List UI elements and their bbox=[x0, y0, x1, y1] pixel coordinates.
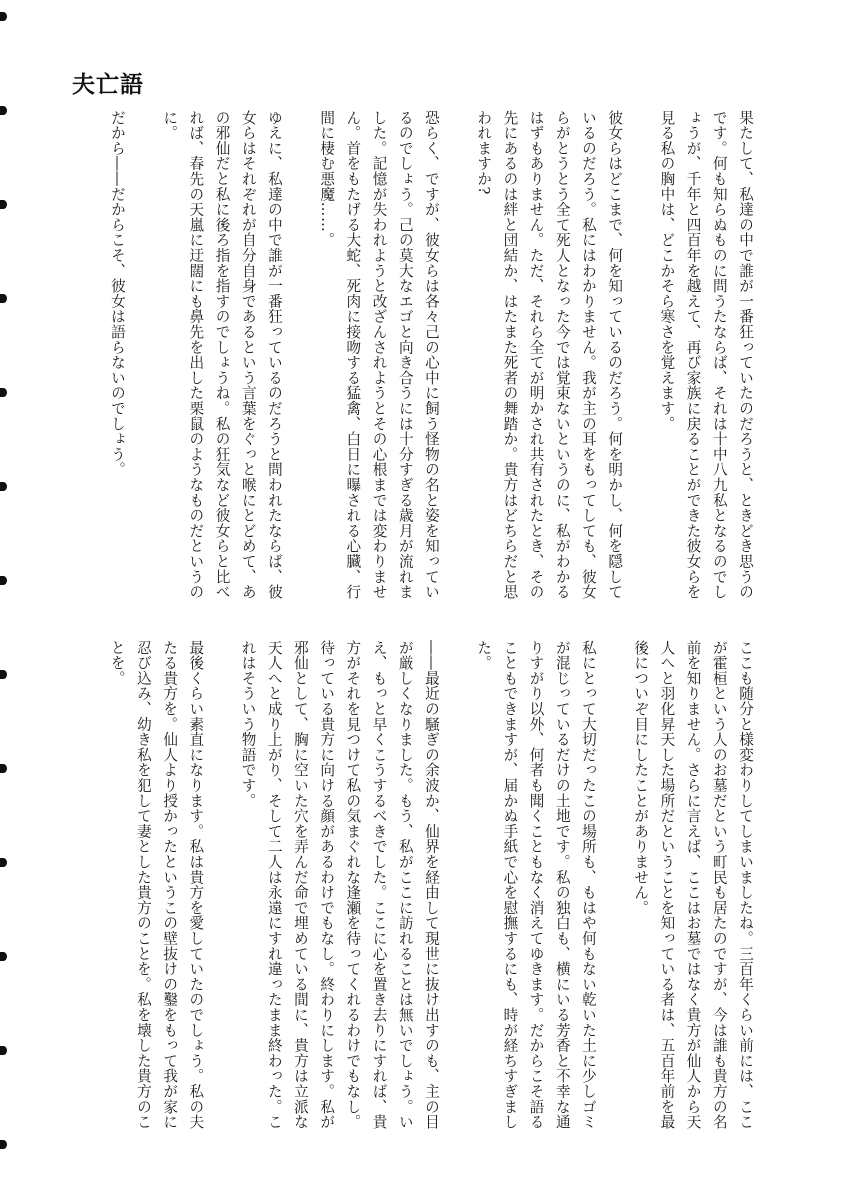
bottom-text-section bbox=[98, 640, 758, 1140]
top-text-section bbox=[98, 110, 758, 610]
paragraph: だから――だからこそ、彼女は語らないのでしょう。 bbox=[108, 110, 126, 478]
paragraph: 彼女らはどこまで、何を知っているのだろう。何を明かし、何を隠しているのだろう。私にはわかりません。我が主の耳をもってしても、彼女らがとうとう全て死人となった今では覚束ないというのに、私がわかるはずもありません。ただ、それら全てが明かされ共有されたとき、その先にあるのは絆と団結か、はたまた死者の舞踏か。貴方はどちらだと思われますか? bbox=[475, 110, 624, 600]
binding-mark bbox=[0, 670, 7, 679]
page-title: 夫亡語 bbox=[72, 72, 144, 98]
paragraph: 私にとって大切だったこの場所も、もはや何もない乾いた土に少しゴミが混じっているだけの土地です。私の独白も、横にいる芳香と不幸な通りすがり以外、何者も聞くこともなく消えてゆきます。だからこそ語ることもできますが、届かぬ手紙で心を慰撫するにも、時が経ちすぎました。 bbox=[475, 640, 597, 1130]
binding-mark bbox=[0, 482, 7, 491]
binding-mark bbox=[0, 576, 7, 585]
binding-mark bbox=[0, 294, 7, 303]
binding-mark bbox=[0, 764, 7, 773]
paragraph: 恐らく、ですが、彼女らは各々己の心中に飼う怪物の名と姿を知っているのでしょう。己の莫大なエゴと向き合うには十分すぎる歳月が流れました。記憶が失われようと改ざんされようとその心根までは変わりません。首をもたげる大蛇、死肉に接吻する猛禽、白日に曝される心臓、行間に棲む悪魔……。 bbox=[318, 110, 440, 600]
paragraph: 果たして、私達の中で誰が一番狂っていたのだろうと、ときどき思うのです。何も知らぬものに問うたならば、それは十中八九私となるのでしょうが、千年と四百年を越えて、再び家族に戻ることができた彼女らを見る私の胸中は、どこかそら寒さを覚えます。 bbox=[658, 110, 754, 600]
paragraph: 最後くらい素直になります。私は貴方を愛していたのでしょう。私の夫たる貴方を。仙人より授かったというこの壁抜けの鑿をもって我が家に忍び込み、幼き私を犯して妻とした貴方のことを。私を壊した貴方のことを。 bbox=[108, 640, 205, 1130]
binding-mark bbox=[0, 1140, 7, 1149]
binding-mark bbox=[0, 858, 7, 867]
binding-mark bbox=[0, 1046, 7, 1055]
binding-margin bbox=[0, 0, 12, 1204]
binding-mark bbox=[0, 106, 7, 115]
binding-mark bbox=[0, 200, 7, 209]
paragraph: ゆえに、私達の中で誰が一番狂っているのだろうと問われたならば、彼女らはそれぞれが自分自身であるという言葉をぐっと喉にとどめて、あの邪仙だと私に後ろ指を指すのでしょうね。私の狂気など彼女らと比べれば、春先の天嵐に迂闊にも鼻先を出した栗鼠のようなものだというのに。 bbox=[161, 110, 283, 600]
binding-mark bbox=[0, 12, 7, 21]
binding-mark bbox=[0, 388, 7, 397]
paragraph: ここも随分と様変わりしてしまいましたね。三百年くらい前には、ここが霍桓という人のお墓だという町民も居たのですが、今は誰も貴方の名前を知りません。さらに言えば、ここはお墓ではなく貴方が仙人から天人へと羽化昇天した場所だということを知っている者は、五百年前を最後についぞ目にしたことがありません。 bbox=[632, 640, 754, 1130]
binding-mark bbox=[0, 952, 7, 961]
paragraph: ――最近の騒ぎの余波か、仙界を経由して現世に抜け出すのも、主の目が厳しくなりました。もう、私がここに訪れることは無いでしょう。いえ、もっと早くこうするべきでした。ここに心を置き去りにすれば、貴方がそれを見つけて私の気まぐれな逢瀬を待ってくれるわけでもなし。待っている貴方に向ける顔があるわけでもなし。終わりにします。私が邪仙として、胸に空いた穴を弄んだ命で埋めている間に、貴方は立派な天人へと成り上がり、そして二人は永遠にすれ違ったまま終わった。これはそういう物語です。 bbox=[239, 640, 440, 1130]
